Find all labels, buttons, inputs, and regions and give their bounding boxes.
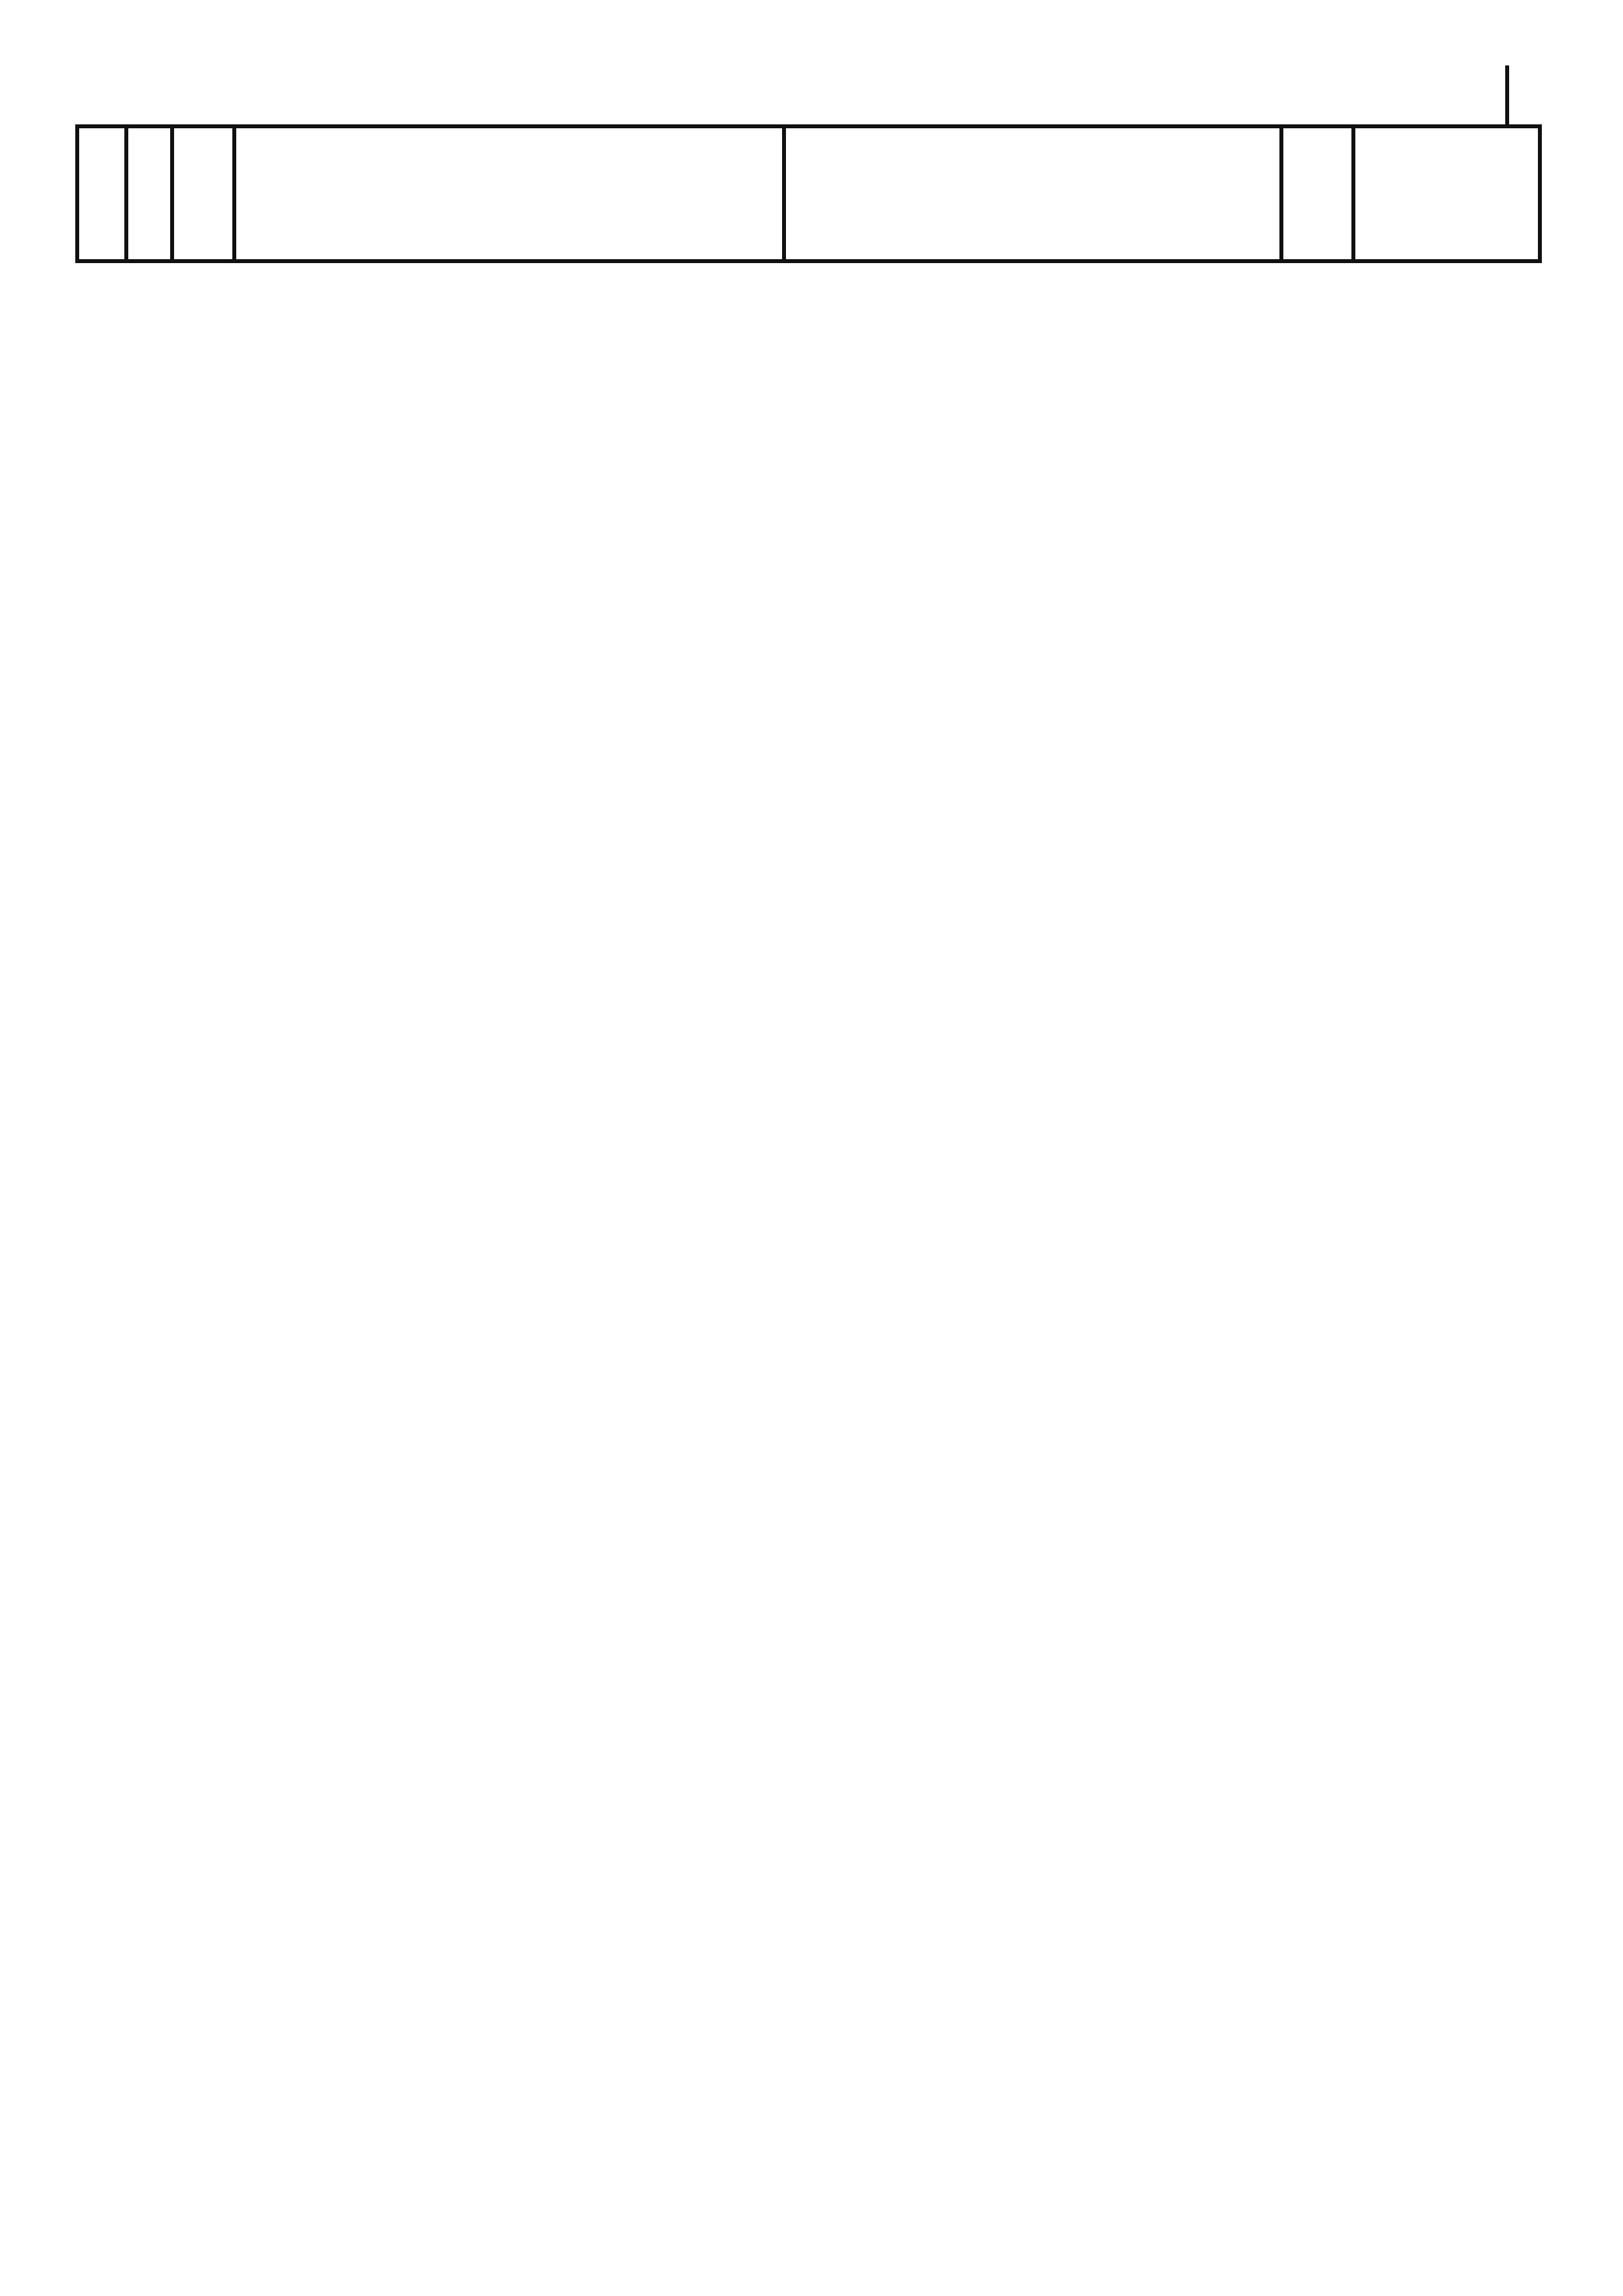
specification-table [75, 124, 1542, 263]
page-number-tick [1505, 65, 1509, 128]
table-header-row [77, 126, 1540, 261]
header-name [784, 126, 1281, 261]
header-quantity [1281, 126, 1353, 261]
header-zone [126, 126, 172, 261]
header-note [1353, 126, 1540, 261]
header-position [172, 126, 234, 261]
header-format [77, 126, 126, 261]
header-designation [234, 126, 784, 261]
